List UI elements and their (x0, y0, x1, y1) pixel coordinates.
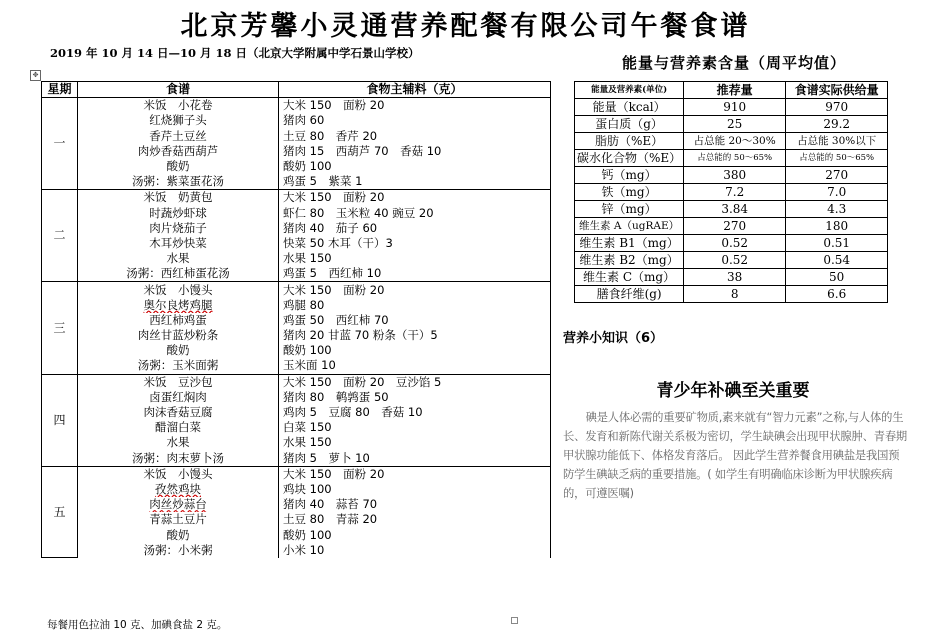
recommended-value-cell: 25 (684, 116, 786, 133)
nutrient-name-cell: 维生素 B2（mg） (575, 252, 684, 269)
ingredient-cell: 玉米面 10 (279, 358, 551, 374)
nutrition-header-actual: 食谱实际供给量 (786, 82, 888, 99)
ingredient-cell: 大米 150 面粉 20 豆沙馅 5 (279, 374, 551, 390)
ingredient-cell: 白菜 150 (279, 420, 551, 435)
actual-value-cell: 4.3 (786, 201, 888, 218)
weekday-cell: 二 (42, 190, 78, 282)
dish-cell: 酸奶 (78, 527, 279, 542)
dish-cell: 汤粥：肉末萝卜汤 (78, 451, 279, 467)
nutrition-body (575, 99, 888, 303)
actual-value-cell: 270 (786, 167, 888, 184)
ingredient-cell: 水果 150 (279, 251, 551, 266)
dish-cell: 酸奶 (78, 343, 279, 358)
weekday-cell: 三 (42, 282, 78, 374)
dish-cell: 米饭 奶黄包 (78, 190, 279, 206)
recommended-value-cell: 7.2 (684, 184, 786, 201)
ingredient-cell: 猪肉 15 西葫芦 70 香菇 10 (279, 144, 551, 159)
actual-value-cell: 7.0 (786, 184, 888, 201)
dish-cell: 时蔬炒虾球 (78, 206, 279, 221)
menu-table-container (41, 81, 551, 558)
nutrition-row (575, 286, 888, 303)
menu-table (41, 81, 551, 558)
nutrient-name-cell: 钙（mg） (575, 167, 684, 184)
ingredient-cell: 土豆 80 香芹 20 (279, 129, 551, 144)
page-title: 北京芳馨小灵通营养配餐有限公司午餐食谱 (180, 11, 751, 42)
nutrient-name-cell: 铁（mg） (575, 184, 684, 201)
nutrient-name-cell: 维生素 A（ugRAE） (575, 218, 684, 235)
dish-cell: 醋溜白菜 (78, 420, 279, 435)
tip-label: 营养小知识（6） (563, 331, 664, 346)
dish-cell: 红烧狮子头 (78, 113, 279, 128)
recommended-value-cell: 380 (684, 167, 786, 184)
menu-row (42, 236, 551, 251)
ingredient-cell: 酸奶 100 (279, 343, 551, 358)
ingredient-cell: 大米 150 面粉 20 (279, 282, 551, 298)
header-recipe: 食谱 (78, 82, 279, 98)
date-line: 2019 年 10 月 14 日—10 月 18 日（北京大学附属中学石景山学校） (50, 46, 420, 60)
dish-cell: 木耳炒快菜 (78, 236, 279, 251)
weekday-cell: 一 (42, 98, 78, 190)
menu-row (42, 98, 551, 114)
dish-cell: 酸奶 (78, 159, 279, 174)
menu-row (42, 482, 551, 497)
dish-cell: 西红柿鸡蛋 (78, 313, 279, 328)
menu-row (42, 390, 551, 405)
recommended-value-cell: 910 (684, 99, 786, 116)
menu-row (42, 144, 551, 159)
ingredient-cell: 大米 150 面粉 20 (279, 98, 551, 114)
nutrient-name-cell: 维生素 B1（mg） (575, 235, 684, 252)
dish-cell: 汤粥：紫菜蛋花汤 (78, 174, 279, 190)
weekday-cell: 五 (42, 466, 78, 558)
recommended-value-cell: 270 (684, 218, 786, 235)
ingredient-cell: 鸡肉 5 豆腐 80 香菇 10 (279, 405, 551, 420)
ingredient-cell: 鸡蛋 50 西红柿 70 (279, 313, 551, 328)
nutrition-row (575, 269, 888, 286)
nutrition-row (575, 218, 888, 235)
dish-cell: 汤粥：玉米面粥 (78, 358, 279, 374)
menu-row (42, 343, 551, 358)
ingredient-cell: 快菜 50 木耳（干）3 (279, 236, 551, 251)
dish-cell: 水果 (78, 251, 279, 266)
recommended-value-cell: 0.52 (684, 252, 786, 269)
menu-row (42, 374, 551, 390)
dish-cell: 汤粥：小米粥 (78, 543, 279, 558)
ingredient-cell: 大米 150 面粉 20 (279, 190, 551, 206)
nutrient-name-cell: 膳食纤维(g) (575, 286, 684, 303)
header-ingredients: 食物主辅料（克） (279, 82, 551, 98)
dish-cell: 卤蛋红焖肉 (78, 390, 279, 405)
ingredient-cell: 鸡蛋 5 西红柿 10 (279, 266, 551, 282)
table-resize-handle[interactable] (511, 617, 518, 624)
menu-row (42, 420, 551, 435)
menu-row (42, 113, 551, 128)
ingredient-cell: 酸奶 100 (279, 159, 551, 174)
ingredient-cell: 猪肉 40 蒜苔 70 (279, 497, 551, 512)
nutrition-row (575, 235, 888, 252)
dish-cell: 肉炒香菇西葫芦 (78, 144, 279, 159)
ingredient-cell: 酸奶 100 (279, 527, 551, 542)
ingredient-cell: 鸡蛋 5 紫菜 1 (279, 174, 551, 190)
menu-row (42, 466, 551, 482)
actual-value-cell: 970 (786, 99, 888, 116)
nutrient-name-cell: 能量（kcal） (575, 99, 684, 116)
actual-value-cell: 29.2 (786, 116, 888, 133)
ingredient-cell: 大米 150 面粉 20 (279, 466, 551, 482)
nutrition-header-nutrient: 能量及营养素(单位) (575, 82, 684, 99)
menu-row (42, 221, 551, 236)
menu-row (42, 512, 551, 527)
nutrition-row (575, 184, 888, 201)
nutrition-row (575, 150, 888, 167)
menu-row (42, 435, 551, 450)
menu-row (42, 174, 551, 190)
recommended-value-cell: 38 (684, 269, 786, 286)
actual-value-cell: 0.54 (786, 252, 888, 269)
recommended-value-cell: 8 (684, 286, 786, 303)
menu-row (42, 190, 551, 206)
menu-row (42, 266, 551, 282)
menu-row (42, 206, 551, 221)
recommended-value-cell: 0.52 (684, 235, 786, 252)
dish-cell: 香芹土豆丝 (78, 129, 279, 144)
dish-cell: 肉片烧茄子 (78, 221, 279, 236)
menu-row (42, 497, 551, 512)
dish-cell: 米饭 小馒头 (78, 466, 279, 482)
ingredient-cell: 鸡块 100 (279, 482, 551, 497)
menu-row (42, 358, 551, 374)
recommended-value-cell: 3.84 (684, 201, 786, 218)
tip-body: 碘是人体必需的重要矿物质,素来就有“智力元素”之称,与人体的生长、发育和新陈代谢关系极为密切，学生缺碘会出现甲状腺肿、青春期甲状腺功能低下、体格发育落后。 因此学生营养餐食用碘盐是我国预防学生碘缺乏病的重要措施。( 如学生有明确临床诊断为甲状腺疾病的，可遵医嘱) (563, 411, 908, 500)
footnote: 每餐用色拉油 10 克、加碘食盐 2 克。 (47, 619, 228, 631)
nutrient-name-cell: 脂肪（%E） (575, 133, 684, 150)
nutrient-name-cell: 维生素 C（mg） (575, 269, 684, 286)
dish-cell: 米饭 小馒头 (78, 282, 279, 298)
menu-row (42, 282, 551, 298)
nutrition-row (575, 252, 888, 269)
dish-cell: 肉丝炒蒜台 (78, 497, 279, 512)
nutrition-header-recommended: 推荐量 (684, 82, 786, 99)
menu-row (42, 543, 551, 558)
menu-row (42, 451, 551, 467)
nutrition-table-container (574, 81, 888, 303)
ingredient-cell: 猪肉 80 鹌鹑蛋 50 (279, 390, 551, 405)
actual-value-cell: 50 (786, 269, 888, 286)
ingredient-cell: 猪肉 60 (279, 113, 551, 128)
nutrition-row (575, 201, 888, 218)
ingredient-cell: 小米 10 (279, 543, 551, 558)
actual-value-cell: 6.6 (786, 286, 888, 303)
nutrient-name-cell: 蛋白质（g） (575, 116, 684, 133)
menu-row (42, 527, 551, 542)
nutrition-title: 能量与营养素含量（周平均值） (622, 54, 847, 72)
menu-row (42, 405, 551, 420)
nutrition-row (575, 99, 888, 116)
weekday-cell: 四 (42, 374, 78, 466)
nutrient-name-cell: 碳水化合物（%E） (575, 150, 684, 167)
menu-row (42, 328, 551, 343)
menu-row (42, 313, 551, 328)
dish-cell: 米饭 豆沙包 (78, 374, 279, 390)
actual-value-cell: 占总能 30%以下 (786, 133, 888, 150)
recommended-value-cell: 占总能的 50～65% (684, 150, 786, 167)
menu-row (42, 298, 551, 313)
menu-row (42, 159, 551, 174)
dish-cell: 肉丝甘蓝炒粉条 (78, 328, 279, 343)
ingredient-cell: 水果 150 (279, 435, 551, 450)
actual-value-cell: 占总能的 50～65% (786, 150, 888, 167)
ingredient-cell: 土豆 80 青蒜 20 (279, 512, 551, 527)
dish-cell: 汤粥：西红柿蛋花汤 (78, 266, 279, 282)
dish-cell: 青蒜土豆片 (78, 512, 279, 527)
menu-body (42, 98, 551, 558)
actual-value-cell: 0.51 (786, 235, 888, 252)
nutrient-name-cell: 锌（mg） (575, 201, 684, 218)
dish-cell: 水果 (78, 435, 279, 450)
nutrition-row (575, 167, 888, 184)
ingredient-cell: 猪肉 20 甘蓝 70 粉条（干）5 (279, 328, 551, 343)
menu-row (42, 129, 551, 144)
actual-value-cell: 180 (786, 218, 888, 235)
nutrition-table (574, 81, 888, 303)
nutrition-row (575, 116, 888, 133)
header-weekday: 星期 (42, 82, 78, 98)
dish-cell: 奥尔良烤鸡腿 (78, 298, 279, 313)
table-move-handle-icon[interactable]: ✥ (30, 70, 41, 81)
nutrition-row (575, 133, 888, 150)
ingredient-cell: 虾仁 80 玉米粒 40 豌豆 20 (279, 206, 551, 221)
ingredient-cell: 猪肉 5 萝卜 10 (279, 451, 551, 467)
ingredient-cell: 鸡腿 80 (279, 298, 551, 313)
menu-row (42, 251, 551, 266)
recommended-value-cell: 占总能 20～30% (684, 133, 786, 150)
dish-cell: 肉沫香菇豆腐 (78, 405, 279, 420)
dish-cell: 米饭 小花卷 (78, 98, 279, 114)
tip-heading: 青少年补碘至关重要 (656, 381, 810, 401)
dish-cell: 孜然鸡块 (78, 482, 279, 497)
ingredient-cell: 猪肉 40 茄子 60 (279, 221, 551, 236)
